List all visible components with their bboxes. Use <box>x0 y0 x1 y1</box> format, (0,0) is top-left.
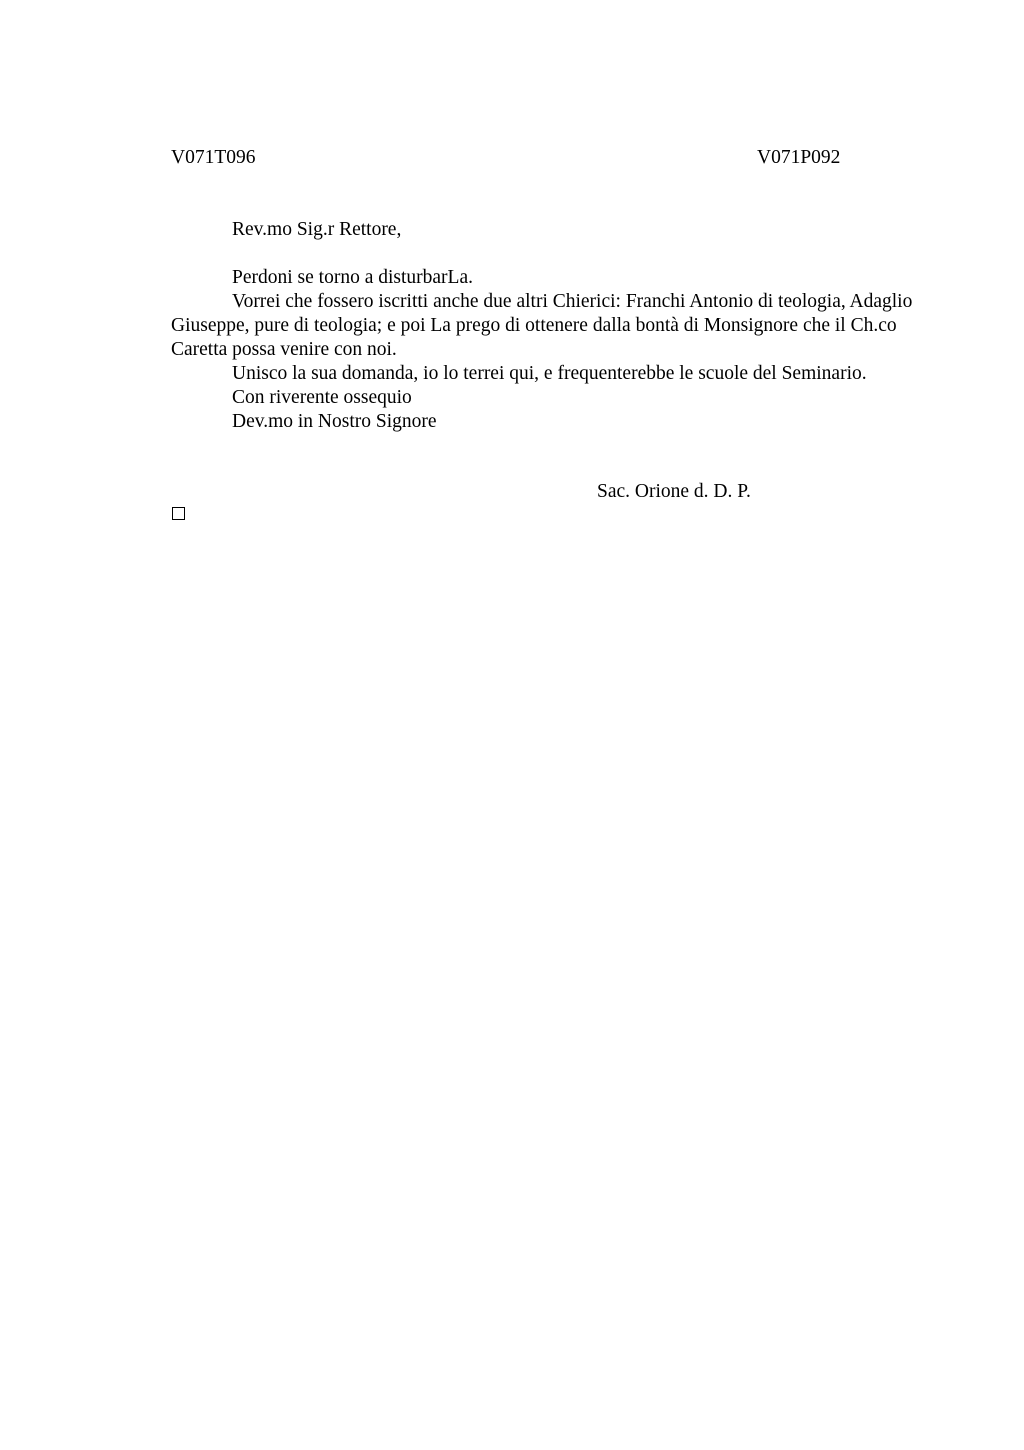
document-code-left: V071T096 <box>171 147 256 168</box>
letter-valediction: Dev.mo in Nostro Signore <box>232 411 437 432</box>
empty-square-icon <box>172 507 185 520</box>
letter-paragraph: Unisco la sua domanda, io lo terrei qui, e frequenterebbe le scuole del Seminario. <box>232 363 867 384</box>
letter-paragraph: Vorrei che fossero iscritti anche due altri Chierici: Franchi Antonio di teologia, Adaglio Giuseppe, pure di teologia; e poi La prego di ottenere dalla bontà di Monsignore che il Ch.co Caretta possa venire con noi. <box>171 291 913 360</box>
letter-salutation: Rev.mo Sig.r Rettore, <box>232 219 402 240</box>
document-code-right: V071P092 <box>757 147 841 168</box>
letter-signature: Sac. Orione d. D. P. <box>597 481 751 502</box>
letter-body <box>171 266 916 434</box>
letter-closing: Con riverente ossequio <box>232 387 412 408</box>
letter-paragraph: Perdoni se torno a disturbarLa. <box>232 267 473 288</box>
